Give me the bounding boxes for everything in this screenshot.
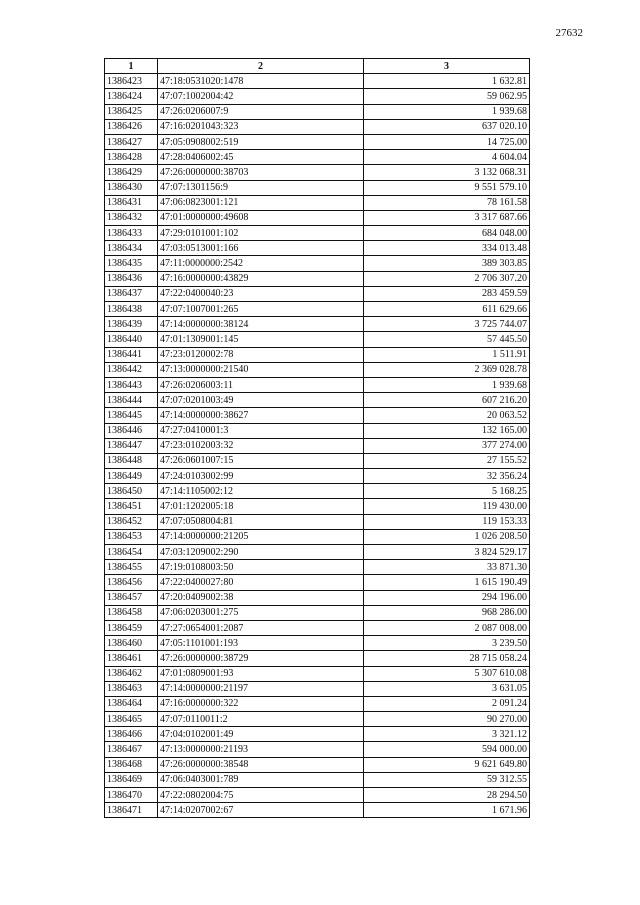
- value-cell: 119 153.33: [364, 514, 530, 529]
- table-row: [105, 408, 530, 423]
- row-number-cell: 1386447: [105, 438, 158, 453]
- table-row: [105, 484, 530, 499]
- table-row: [105, 134, 530, 149]
- row-number-cell: 1386461: [105, 651, 158, 666]
- cadastral-number-cell: 47:05:1101001:193: [158, 636, 364, 651]
- value-cell: 2 091.24: [364, 696, 530, 711]
- value-cell: 4 604.04: [364, 150, 530, 165]
- table-row: [105, 393, 530, 408]
- cadastral-number-cell: 47:14:0000000:38124: [158, 317, 364, 332]
- cadastral-number-cell: 47:06:0203001:275: [158, 605, 364, 620]
- value-cell: 3 824 529.17: [364, 545, 530, 560]
- value-cell: 2 369 028.78: [364, 362, 530, 377]
- table-row: [105, 438, 530, 453]
- table-row: [105, 575, 530, 590]
- cadastral-number-cell: 47:22:0400027:80: [158, 575, 364, 590]
- table-row: [105, 226, 530, 241]
- value-cell: 3 725 744.07: [364, 317, 530, 332]
- row-number-cell: 1386467: [105, 742, 158, 757]
- table-row: [105, 545, 530, 560]
- cadastral-number-cell: 47:27:0654001:2087: [158, 620, 364, 635]
- row-number-cell: 1386448: [105, 453, 158, 468]
- cadastral-number-cell: 47:07:1301156:9: [158, 180, 364, 195]
- table-row: [105, 317, 530, 332]
- cadastral-number-cell: 47:18:0531020:1478: [158, 74, 364, 89]
- cadastral-number-cell: 47:16:0000000:322: [158, 696, 364, 711]
- value-cell: 3 317 687.66: [364, 210, 530, 225]
- value-cell: 3 132 068.31: [364, 165, 530, 180]
- cadastral-number-cell: 47:01:1309001:145: [158, 332, 364, 347]
- cadastral-number-cell: 47:16:0201043:323: [158, 119, 364, 134]
- row-number-cell: 1386446: [105, 423, 158, 438]
- table-row: [105, 590, 530, 605]
- row-number-cell: 1386436: [105, 271, 158, 286]
- value-cell: 59 062.95: [364, 89, 530, 104]
- cadastral-number-cell: 47:07:0508004:81: [158, 514, 364, 529]
- row-number-cell: 1386424: [105, 89, 158, 104]
- value-cell: 1 511.91: [364, 347, 530, 362]
- value-cell: 1 615 190.49: [364, 575, 530, 590]
- row-number-cell: 1386456: [105, 575, 158, 590]
- row-number-cell: 1386444: [105, 393, 158, 408]
- table-row: [105, 499, 530, 514]
- row-number-cell: 1386431: [105, 195, 158, 210]
- value-cell: 119 430.00: [364, 499, 530, 514]
- table-row: [105, 377, 530, 392]
- value-cell: 2 087 008.00: [364, 620, 530, 635]
- row-number-cell: 1386462: [105, 666, 158, 681]
- value-cell: 389 303.85: [364, 256, 530, 271]
- table-row: [105, 620, 530, 635]
- row-number-cell: 1386469: [105, 772, 158, 787]
- column-header-1: 1: [105, 59, 158, 74]
- value-cell: 377 274.00: [364, 438, 530, 453]
- table-row: [105, 302, 530, 317]
- row-number-cell: 1386450: [105, 484, 158, 499]
- table-row: [105, 803, 530, 818]
- cadastral-number-cell: 47:14:0000000:38627: [158, 408, 364, 423]
- value-cell: 1 026 208.50: [364, 529, 530, 544]
- table-row: [105, 150, 530, 165]
- row-number-cell: 1386451: [105, 499, 158, 514]
- cadastral-number-cell: 47:14:0000000:21205: [158, 529, 364, 544]
- value-cell: 611 629.66: [364, 302, 530, 317]
- cadastral-number-cell: 47:29:0101001:102: [158, 226, 364, 241]
- table-row: [105, 514, 530, 529]
- value-cell: 2 706 307.20: [364, 271, 530, 286]
- value-cell: 28 294.50: [364, 788, 530, 803]
- table-row: [105, 165, 530, 180]
- cadastral-number-cell: 47:01:1202005:18: [158, 499, 364, 514]
- table-row: [105, 712, 530, 727]
- row-number-cell: 1386440: [105, 332, 158, 347]
- cadastral-number-cell: 47:20:0409002:38: [158, 590, 364, 605]
- row-number-cell: 1386425: [105, 104, 158, 119]
- value-cell: 3 321.12: [364, 727, 530, 742]
- table-row: [105, 529, 530, 544]
- value-cell: 28 715 058.24: [364, 651, 530, 666]
- value-cell: 637 020.10: [364, 119, 530, 134]
- value-cell: 3 631.05: [364, 681, 530, 696]
- table-row: [105, 696, 530, 711]
- row-number-cell: 1386441: [105, 347, 158, 362]
- table-row: [105, 362, 530, 377]
- value-cell: 3 239.50: [364, 636, 530, 651]
- row-number-cell: 1386445: [105, 408, 158, 423]
- row-number-cell: 1386426: [105, 119, 158, 134]
- column-header-2: 2: [158, 59, 364, 74]
- value-cell: 9 551 579.10: [364, 180, 530, 195]
- table-row: [105, 89, 530, 104]
- cadastral-number-cell: 47:14:1105002:12: [158, 484, 364, 499]
- table-row: [105, 742, 530, 757]
- value-cell: 59 312.55: [364, 772, 530, 787]
- table-row: [105, 256, 530, 271]
- cadastral-number-cell: 47:22:0802004:75: [158, 788, 364, 803]
- row-number-cell: 1386465: [105, 712, 158, 727]
- value-cell: 283 459.59: [364, 286, 530, 301]
- cadastral-number-cell: 47:23:0102003:32: [158, 438, 364, 453]
- table-row: [105, 347, 530, 362]
- row-number-cell: 1386442: [105, 362, 158, 377]
- value-cell: 32 356.24: [364, 469, 530, 484]
- value-cell: 594 000.00: [364, 742, 530, 757]
- table-row: [105, 560, 530, 575]
- cadastral-number-cell: 47:11:0000000:2542: [158, 256, 364, 271]
- cadastral-number-cell: 47:22:0400040:23: [158, 286, 364, 301]
- value-cell: 78 161.58: [364, 195, 530, 210]
- row-number-cell: 1386460: [105, 636, 158, 651]
- row-number-cell: 1386459: [105, 620, 158, 635]
- row-number-cell: 1386435: [105, 256, 158, 271]
- cadastral-number-cell: 47:26:0000000:38729: [158, 651, 364, 666]
- value-cell: 33 871.30: [364, 560, 530, 575]
- cadastral-number-cell: 47:04:0102001:49: [158, 727, 364, 742]
- cadastral-number-cell: 47:14:0207002:67: [158, 803, 364, 818]
- row-number-cell: 1386427: [105, 134, 158, 149]
- cadastral-number-cell: 47:06:0403001:789: [158, 772, 364, 787]
- table-row: [105, 119, 530, 134]
- row-number-cell: 1386429: [105, 165, 158, 180]
- table-row: [105, 681, 530, 696]
- value-cell: 1 671.96: [364, 803, 530, 818]
- table-row: [105, 180, 530, 195]
- table-row: [105, 195, 530, 210]
- cadastral-number-cell: 47:07:0110011:2: [158, 712, 364, 727]
- table-row: [105, 271, 530, 286]
- table-row: [105, 286, 530, 301]
- cadastral-number-cell: 47:26:0601007:15: [158, 453, 364, 468]
- value-cell: 14 725.00: [364, 134, 530, 149]
- row-number-cell: 1386466: [105, 727, 158, 742]
- cadastral-number-cell: 47:26:0206007:9: [158, 104, 364, 119]
- cadastral-number-cell: 47:26:0000000:38703: [158, 165, 364, 180]
- table-row: [105, 241, 530, 256]
- row-number-cell: 1386432: [105, 210, 158, 225]
- cadastral-number-cell: 47:01:0809001:93: [158, 666, 364, 681]
- cadastral-number-cell: 47:23:0120002:78: [158, 347, 364, 362]
- value-cell: 132 165.00: [364, 423, 530, 438]
- row-number-cell: 1386471: [105, 803, 158, 818]
- table-row: [105, 469, 530, 484]
- row-number-cell: 1386449: [105, 469, 158, 484]
- row-number-cell: 1386430: [105, 180, 158, 195]
- cadastral-number-cell: 47:26:0000000:38548: [158, 757, 364, 772]
- value-cell: 1 939.68: [364, 377, 530, 392]
- table-row: [105, 772, 530, 787]
- table-row: [105, 210, 530, 225]
- cadastral-number-cell: 47:14:0000000:21197: [158, 681, 364, 696]
- cadastral-number-cell: 47:03:1209002:290: [158, 545, 364, 560]
- registry-table: [104, 58, 530, 818]
- row-number-cell: 1386464: [105, 696, 158, 711]
- cadastral-number-cell: 47:28:0406002:45: [158, 150, 364, 165]
- cadastral-number-cell: 47:27:0410001:3: [158, 423, 364, 438]
- row-number-cell: 1386438: [105, 302, 158, 317]
- row-number-cell: 1386468: [105, 757, 158, 772]
- cadastral-number-cell: 47:07:1002004:42: [158, 89, 364, 104]
- cadastral-number-cell: 47:13:0000000:21540: [158, 362, 364, 377]
- row-number-cell: 1386454: [105, 545, 158, 560]
- table-row: [105, 757, 530, 772]
- column-header-3: 3: [364, 59, 530, 74]
- table-row: [105, 651, 530, 666]
- row-number-cell: 1386452: [105, 514, 158, 529]
- value-cell: 1 632.81: [364, 74, 530, 89]
- row-number-cell: 1386463: [105, 681, 158, 696]
- table-row: [105, 423, 530, 438]
- value-cell: 20 063.52: [364, 408, 530, 423]
- table-row: [105, 605, 530, 620]
- table-body: [105, 74, 530, 818]
- value-cell: 968 286.00: [364, 605, 530, 620]
- cadastral-number-cell: 47:03:0513001:166: [158, 241, 364, 256]
- value-cell: 294 196.00: [364, 590, 530, 605]
- row-number-cell: 1386423: [105, 74, 158, 89]
- cadastral-number-cell: 47:05:0908002:519: [158, 134, 364, 149]
- table-row: [105, 74, 530, 89]
- value-cell: 607 216.20: [364, 393, 530, 408]
- table-row: [105, 104, 530, 119]
- table-header-row: [105, 59, 530, 74]
- row-number-cell: 1386428: [105, 150, 158, 165]
- cadastral-number-cell: 47:19:0108003:50: [158, 560, 364, 575]
- value-cell: 334 013.48: [364, 241, 530, 256]
- table-row: [105, 332, 530, 347]
- cadastral-number-cell: 47:13:0000000:21193: [158, 742, 364, 757]
- value-cell: 1 939.68: [364, 104, 530, 119]
- table-row: [105, 666, 530, 681]
- row-number-cell: 1386443: [105, 377, 158, 392]
- value-cell: 27 155.52: [364, 453, 530, 468]
- table-row: [105, 727, 530, 742]
- page-number: 27632: [555, 27, 583, 39]
- value-cell: 9 621 649.80: [364, 757, 530, 772]
- row-number-cell: 1386433: [105, 226, 158, 241]
- cadastral-number-cell: 47:26:0206003:11: [158, 377, 364, 392]
- cadastral-number-cell: 47:01:0000000:49608: [158, 210, 364, 225]
- row-number-cell: 1386470: [105, 788, 158, 803]
- table-row: [105, 453, 530, 468]
- value-cell: 684 048.00: [364, 226, 530, 241]
- row-number-cell: 1386455: [105, 560, 158, 575]
- table-row: [105, 636, 530, 651]
- value-cell: 5 168.25: [364, 484, 530, 499]
- table-row: [105, 788, 530, 803]
- cadastral-number-cell: 47:06:0823001:121: [158, 195, 364, 210]
- cadastral-number-cell: 47:07:1007001:265: [158, 302, 364, 317]
- row-number-cell: 1386437: [105, 286, 158, 301]
- row-number-cell: 1386434: [105, 241, 158, 256]
- value-cell: 90 270.00: [364, 712, 530, 727]
- cadastral-number-cell: 47:24:0103002:99: [158, 469, 364, 484]
- row-number-cell: 1386458: [105, 605, 158, 620]
- cadastral-number-cell: 47:16:0000000:43829: [158, 271, 364, 286]
- row-number-cell: 1386457: [105, 590, 158, 605]
- row-number-cell: 1386439: [105, 317, 158, 332]
- value-cell: 57 445.50: [364, 332, 530, 347]
- value-cell: 5 307 610.08: [364, 666, 530, 681]
- cadastral-number-cell: 47:07:0201003:49: [158, 393, 364, 408]
- row-number-cell: 1386453: [105, 529, 158, 544]
